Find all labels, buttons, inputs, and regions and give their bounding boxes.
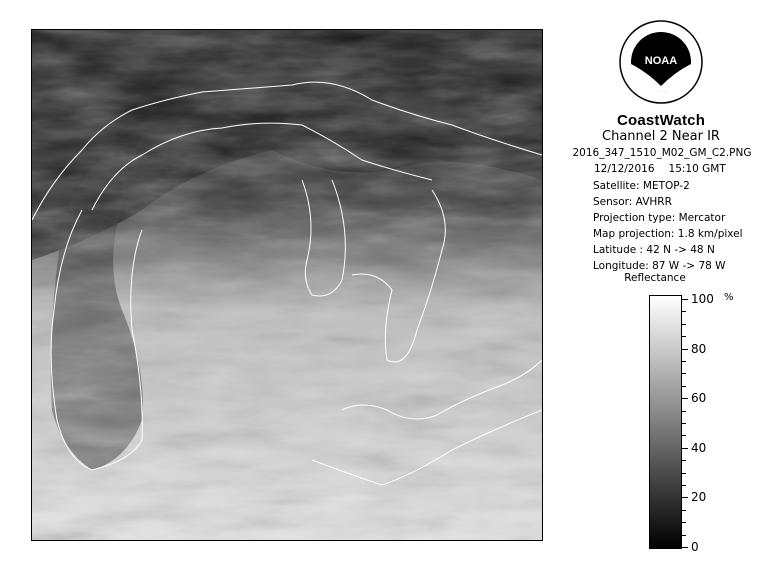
colorbar-tick-label: 100 <box>691 292 714 306</box>
cloud-texture <box>32 30 542 540</box>
colorbar-tick <box>682 349 688 350</box>
sensor-text: Sensor: AVHRR <box>593 196 672 208</box>
colorbar-tick <box>682 398 688 399</box>
colorbar-tick <box>682 423 686 424</box>
latitude-text: Latitude : 42 N -> 48 N <box>593 244 715 256</box>
noaa-logo <box>619 20 703 104</box>
projection-type-text: Projection type: Mercator <box>593 212 726 224</box>
colorbar-tick <box>682 473 686 474</box>
colorbar-title: Reflectance <box>624 272 686 284</box>
colorbar-tick-label: 60 <box>691 391 707 405</box>
colorbar-tick <box>682 510 686 511</box>
colorbar-tick <box>682 485 686 486</box>
date-time-line <box>594 163 726 175</box>
colorbar-tick <box>682 535 686 536</box>
colorbar-tick <box>682 386 686 387</box>
satellite-image <box>31 29 543 541</box>
brand-title: CoastWatch <box>616 112 706 129</box>
channel-subtitle: Channel 2 Near IR <box>602 129 720 144</box>
colorbar-tick <box>682 547 688 548</box>
colorbar-tick <box>682 299 688 300</box>
satellite-text: Satellite: METOP-2 <box>593 180 690 192</box>
noaa-logo-text: NOAA <box>644 55 678 67</box>
colorbar-tick <box>682 373 686 374</box>
date-text: 12/12/2016 <box>594 163 655 175</box>
colorbar-tick <box>682 324 686 325</box>
colorbar-tick <box>682 311 686 312</box>
colorbar-tick <box>682 448 688 449</box>
colorbar-tick <box>682 435 686 436</box>
colorbar-tick <box>682 522 686 523</box>
colorbar-tick <box>682 361 686 362</box>
colorbar-tick <box>682 411 686 412</box>
longitude-text: Longitude: 87 W -> 78 W <box>593 260 726 272</box>
colorbar-tick-label: 80 <box>691 342 707 356</box>
time-text: 15:10 GMT <box>668 163 726 175</box>
colorbar-tick-label: 0 <box>691 540 699 554</box>
map-projection-text: Map projection: 1.8 km/pixel <box>593 228 743 240</box>
colorbar-tick <box>682 497 688 498</box>
colorbar-tick-label: 20 <box>691 490 707 504</box>
colorbar-unit: % <box>724 292 734 303</box>
colorbar-tick-label: 40 <box>691 441 707 455</box>
file-name: 2016_347_1510_M02_GM_C2.PNG <box>572 147 752 159</box>
colorbar-tick <box>682 460 686 461</box>
colorbar-tick <box>682 336 686 337</box>
colorbar <box>649 295 682 549</box>
